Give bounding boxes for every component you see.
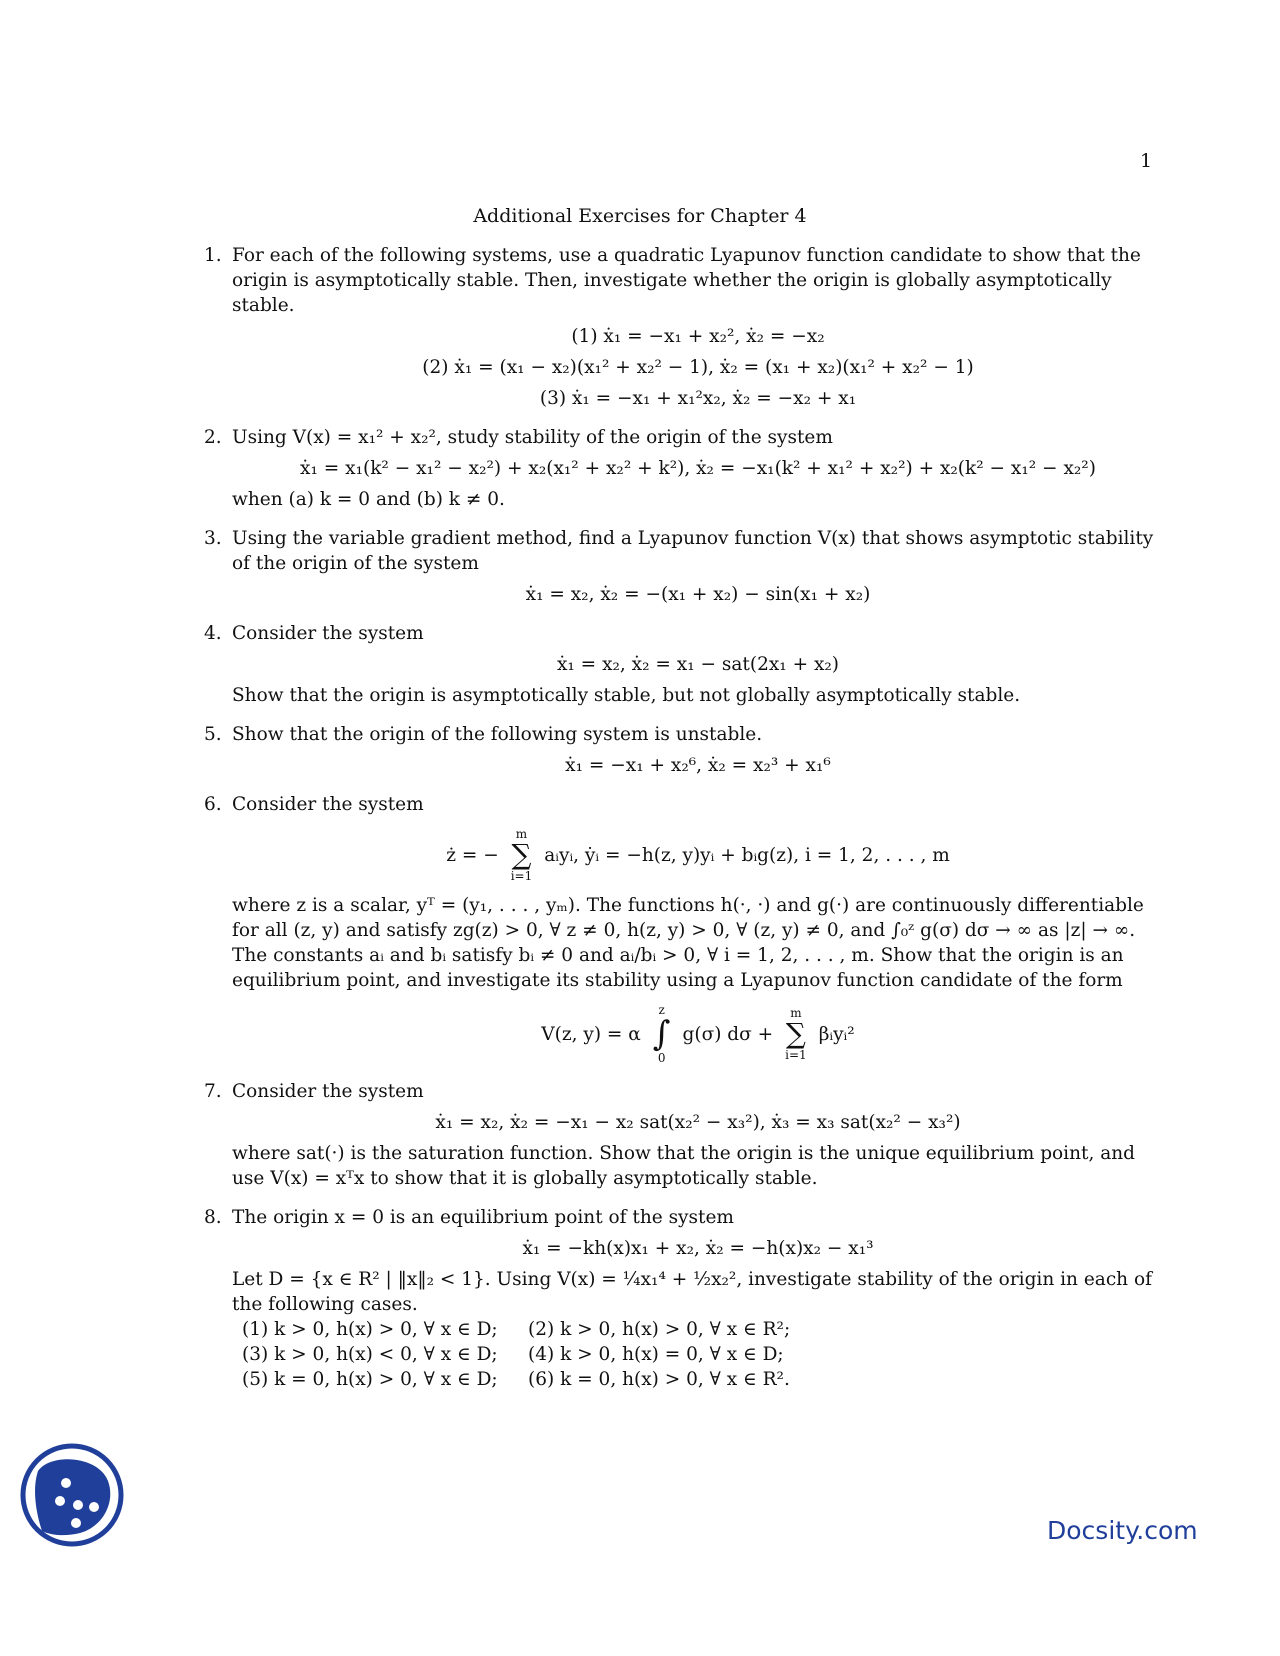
exercise-1 <box>204 243 1164 411</box>
equation: ẋ₁ = x₂, ẋ₂ = −x₁ − x₂ sat(x₂² − x₃²), ẋ₃ = x₃ sat(x₂² − x₃²) <box>435 1112 961 1133</box>
sum-upper: m <box>515 827 528 841</box>
page-number: 1 <box>1140 150 1153 172</box>
sigma-icon: ∑ <box>785 1017 806 1050</box>
equation: ẋ₁ = −x₁ + x₂⁶, ẋ₂ = x₂³ + x₁⁶ <box>565 755 831 776</box>
exercise-text: The origin x = 0 is an equilibrium point of the system <box>232 1207 734 1228</box>
sum-symbol <box>785 1006 807 1062</box>
sum-lower: i=1 <box>785 1048 807 1062</box>
exercise-number: 4. <box>204 623 222 644</box>
equation-left: ż = − <box>446 844 499 866</box>
exercise-8 <box>204 1205 1164 1392</box>
case-item: (4) k > 0, h(x) = 0, ∀ x ∈ D; <box>528 1344 784 1365</box>
sum-upper: m <box>790 1006 802 1020</box>
exercise-text: Using the variable gradient method, find a Lyapunov function V(x) that shows asymptotic stability of the origin of the system <box>232 528 1154 574</box>
case-list <box>242 1317 1164 1392</box>
page-title: Additional Exercises for Chapter 4 <box>473 205 807 227</box>
exercise-text: Let D = {x ∈ R² | ‖x‖₂ < 1}. Using V(x) = ¼x₁⁴ + ½x₂², investigate stability of the origin in each of the following cases. <box>232 1269 1152 1315</box>
case-item: (5) k = 0, h(x) > 0, ∀ x ∈ D; <box>242 1369 498 1390</box>
exercise-4 <box>204 621 1164 708</box>
equation: (2) ẋ₁ = (x₁ − x₂)(x₁² + x₂² − 1), ẋ₂ = (x₁ + x₂)(x₁² + x₂² − 1) <box>422 357 974 378</box>
docsity-logo-icon <box>20 1443 124 1547</box>
exercise-number: 7. <box>204 1081 222 1102</box>
exercise-condition: when (a) k = 0 and (b) k ≠ 0. <box>232 489 505 510</box>
lyapunov-equation <box>232 1003 1164 1065</box>
exercise-text: Show that the origin of the following system is unstable. <box>232 724 763 745</box>
exercise-number: 6. <box>204 794 222 815</box>
case-item: (2) k > 0, h(x) > 0, ∀ x ∈ R²; <box>528 1319 791 1340</box>
exercise-number: 8. <box>204 1207 222 1228</box>
equation-right: βᵢyᵢ² <box>818 1023 855 1045</box>
integral-icon: ∫ <box>652 1014 671 1054</box>
exercise-text: Consider the system <box>232 623 424 644</box>
exercise-number: 3. <box>204 528 222 549</box>
exercise-text: where z is a scalar, yᵀ = (y₁, . . . , yₘ). The functions h(·, ·) and g(·) are continuously differentiable for all (z, y) and satisfy zg(z) > 0, ∀ z ≠ 0, h(z, y) > 0, ∀ (z, y) ≠ 0, and ∫₀ᶻ g(σ) dσ → ∞ as |z| → ∞. The constants aᵢ and bᵢ satisfy bᵢ ≠ 0 and aᵢ/bᵢ > 0, ∀ i = 1, 2, . . . , m. Show that the origin is an equilibrium point, and investigate its stability using a Lyapunov function candidate of the form <box>232 895 1144 991</box>
equation: ẋ₁ = x₂, ẋ₂ = −(x₁ + x₂) − sin(x₁ + x₂) <box>525 584 871 605</box>
exercise-text: For each of the following systems, use a quadratic Lyapunov function candidate to show that the origin is asymptotically stable. Then, investigate whether the origin is globally asymptotically stable. <box>232 245 1141 316</box>
exercise-number: 2. <box>204 427 222 448</box>
case-item: (6) k = 0, h(x) > 0, ∀ x ∈ R². <box>528 1369 790 1390</box>
exercise-7 <box>204 1079 1164 1191</box>
case-item: (3) k > 0, h(x) < 0, ∀ x ∈ D; <box>242 1344 498 1365</box>
integral-symbol <box>653 1003 671 1065</box>
equation-right: aᵢyᵢ, ẏᵢ = −h(z, y)yᵢ + bᵢg(z), i = 1, 2, . . . , m <box>544 844 950 866</box>
exercise-6 <box>204 792 1164 1065</box>
sum-symbol <box>511 827 533 883</box>
exercise-5 <box>204 722 1164 778</box>
integral-upper: z <box>658 1003 665 1017</box>
exercise-list <box>204 243 1164 1406</box>
equation-mid: g(σ) dσ + <box>682 1023 774 1045</box>
exercise-text: where sat(·) is the saturation function. Show that the origin is the unique equilibrium point, and use V(x) = xᵀx to show that it is globally asymptotically stable. <box>232 1143 1135 1189</box>
equation: (3) ẋ₁ = −x₁ + x₁²x₂, ẋ₂ = −x₂ + x₁ <box>539 388 857 409</box>
sum-lower: i=1 <box>510 869 533 883</box>
brand-wordmark[interactable]: Docsity.com <box>1047 1516 1198 1545</box>
equation: (1) ẋ₁ = −x₁ + x₂², ẋ₂ = −x₂ <box>571 326 825 347</box>
equation-left: V(z, y) = α <box>541 1023 641 1045</box>
equation: ẋ₁ = −kh(x)x₁ + x₂, ẋ₂ = −h(x)x₂ − x₁³ <box>522 1238 874 1259</box>
sigma-icon: ∑ <box>511 838 532 871</box>
exercise-text: Using V(x) = x₁² + x₂², study stability of the origin of the system <box>232 427 833 448</box>
equation: ẋ₁ = x₂, ẋ₂ = x₁ − sat(2x₁ + x₂) <box>556 654 840 675</box>
exercise-text: Show that the origin is asymptotically stable, but not globally asymptotically stable. <box>232 685 1021 706</box>
exercise-text: Consider the system <box>232 1081 424 1102</box>
exercise-3 <box>204 526 1164 607</box>
exercise-2 <box>204 425 1164 512</box>
case-item: (1) k > 0, h(x) > 0, ∀ x ∈ D; <box>242 1319 498 1340</box>
equation: ẋ₁ = x₁(k² − x₁² − x₂²) + x₂(x₁² + x₂² + k²), ẋ₂ = −x₁(k² + x₁² + x₂²) + x₂(k² − x₁² − x₂²) <box>300 458 1096 479</box>
equation <box>232 827 1164 883</box>
exercise-text: Consider the system <box>232 794 424 815</box>
exercise-number: 5. <box>204 724 222 745</box>
integral-lower: 0 <box>657 1051 666 1065</box>
exercise-number: 1. <box>204 245 222 266</box>
